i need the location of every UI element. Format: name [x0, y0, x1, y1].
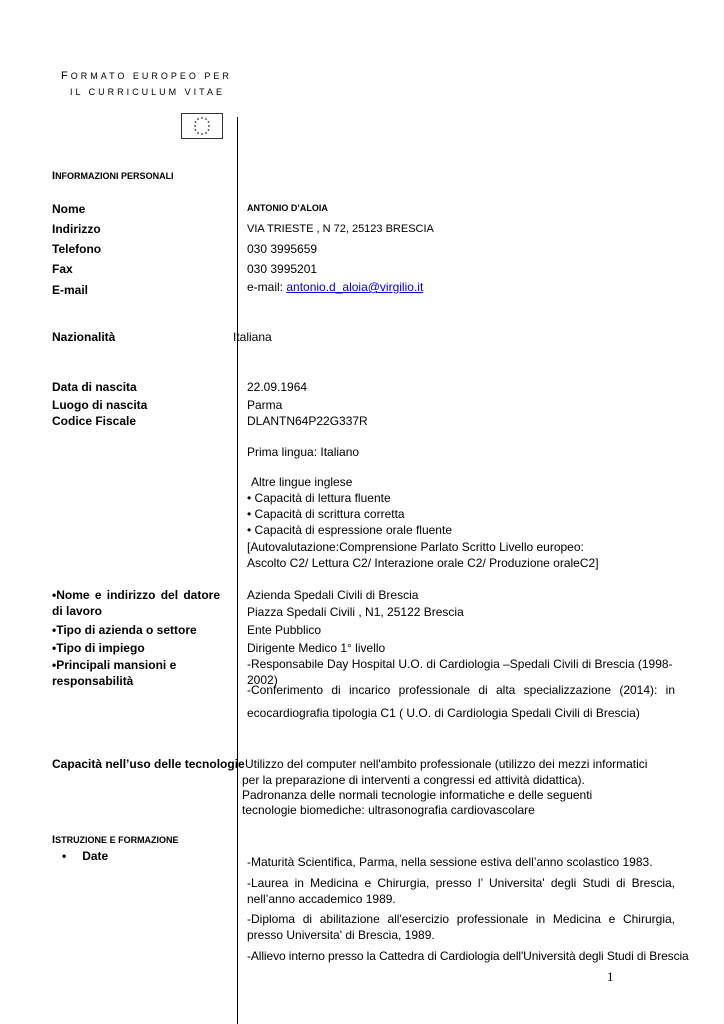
email-link[interactable]: antonio.d_aloia@virgilio.it: [286, 280, 424, 294]
cv-title-initial: F: [61, 70, 71, 82]
education-item-2: -Laurea in Medicina e Chirurgia, presso l’ Universita' degli Studi di Brescia, nell’anno accademico 1989.: [247, 876, 675, 906]
value-employer-2: Piazza Spedali Civili , N1, 25122 Brescia: [247, 605, 464, 619]
first-language: Prima lingua: Italiano: [247, 445, 360, 459]
heading-rest: STRUZIONE E FORMAZIONE: [55, 835, 179, 845]
technology-line-2: per la preparazione di interventi a congressi ed attività didattica).: [242, 773, 585, 787]
label-fax: Fax: [52, 262, 73, 276]
label-job-type: •Tipo di impiego: [52, 641, 145, 655]
education-item-1: -Maturità Scientifica, Parma, nella sessione estiva dell’anno scolastico 1983.: [247, 855, 653, 869]
label-email: E-mail: [52, 283, 89, 297]
label-nome: Nome: [52, 202, 86, 216]
bullet-icon: •: [62, 849, 67, 863]
cv-title-line-1: [61, 70, 232, 82]
cv-title-rest: ORMATO EUROPEO PER: [70, 71, 232, 81]
value-nazionalita: Italiana: [233, 330, 272, 344]
value-employer-1: Azienda Spedali Civili di Brescia: [247, 588, 419, 602]
value-duty-2: -Conferimento di incarico professionale di alta specializzazione (2014): in ecocardiografia tipologia C1 ( U.O. di Cardiologia Spedali Civili di Brescia): [247, 683, 675, 720]
label-telefono: Telefono: [52, 242, 102, 256]
language-skill-3: • Capacità di espressione orale fluente: [247, 523, 452, 537]
section-heading-personal: [52, 170, 174, 182]
page-number: 1: [607, 969, 614, 984]
value-telefono: 030 3995659: [247, 242, 318, 256]
label-technology: Capacità nell’uso delle tecnologie: [52, 757, 245, 771]
value-company-type: Ente Pubblico: [247, 623, 322, 637]
self-evaluation-line-1: [Autovalutazione:Comprensione Parlato Scritto Livello europeo:: [247, 540, 584, 554]
heading-initial: I: [52, 834, 56, 846]
value-data-nascita: 22.09.1964: [247, 380, 308, 394]
value-luogo-nascita: Parma: [247, 398, 283, 412]
label-dates: [62, 848, 108, 864]
technology-line-3: Padronanza delle normali tecnologie informatiche e delle seguenti: [242, 788, 593, 802]
education-item-3: -Diploma di abilitazione all'esercizio professionale in Medicina e Chirurgia, presso Universita' di Brescia, 1989.: [247, 912, 675, 942]
language-skill-1: • Capacità di lettura fluente: [247, 491, 391, 505]
label-nazionalita: Nazionalità: [52, 330, 116, 344]
eu-flag-stars: [182, 114, 222, 138]
label-employer: •Nome e indirizzo del datore di lavoro: [52, 588, 220, 618]
label-dates-text: Date: [82, 849, 109, 863]
section-heading-education: [52, 834, 179, 846]
technology-line-1: Utilizzo del computer nell'ambito professionale (utilizzo dei mezzi informatici: [245, 757, 648, 771]
value-codice-fiscale: DLANTN64P22G337R: [247, 414, 368, 428]
label-data-nascita: Data di nascita: [52, 380, 137, 394]
technology-line-4: tecnologie biomediche: ultrasonografia cardiovascolare: [242, 803, 535, 817]
value-indirizzo: VIA TRIESTE , N 72, 25123 BRESCIA: [247, 223, 434, 235]
heading-rest: NFORMAZIONI PERSONALI: [55, 171, 174, 181]
other-languages: Altre lingue inglese: [251, 475, 353, 489]
label-codice-fiscale: Codice Fiscale: [52, 414, 137, 428]
label-duties: •Principali mansioni e responsabilità: [52, 658, 177, 688]
self-evaluation-line-2: Ascolto C2/ Lettura C2/ Interazione orale C2/ Produzione oraleC2]: [247, 556, 599, 570]
value-nome: ANTONIO D’ALOIA: [247, 203, 328, 213]
heading-initial: I: [52, 170, 56, 182]
column-divider: [237, 117, 238, 1024]
email-prefix: e-mail:: [247, 280, 287, 294]
label-company-type: •Tipo di azienda o settore: [52, 623, 197, 637]
value-email: [247, 279, 423, 295]
label-indirizzo: Indirizzo: [52, 222, 101, 236]
label-luogo-nascita: Luogo di nascita: [52, 398, 148, 412]
eu-flag-icon: [181, 113, 223, 139]
cv-title-line-2: IL CURRICULUM VITAE: [70, 87, 226, 97]
value-duty-1: -Responsabile Day Hospital U.O. di Cardiologia –Spedali Civili di Brescia (1998-2002): [247, 657, 673, 687]
language-skill-2: • Capacità di scrittura corretta: [247, 507, 405, 521]
education-item-4: -Allievo interno presso la Cattedra di Cardiologia dell'Università degli Studi di Brescia: [247, 949, 689, 963]
value-job-type: Dirigente Medico 1° livello: [247, 641, 386, 655]
value-fax: 030 3995201: [247, 262, 318, 276]
